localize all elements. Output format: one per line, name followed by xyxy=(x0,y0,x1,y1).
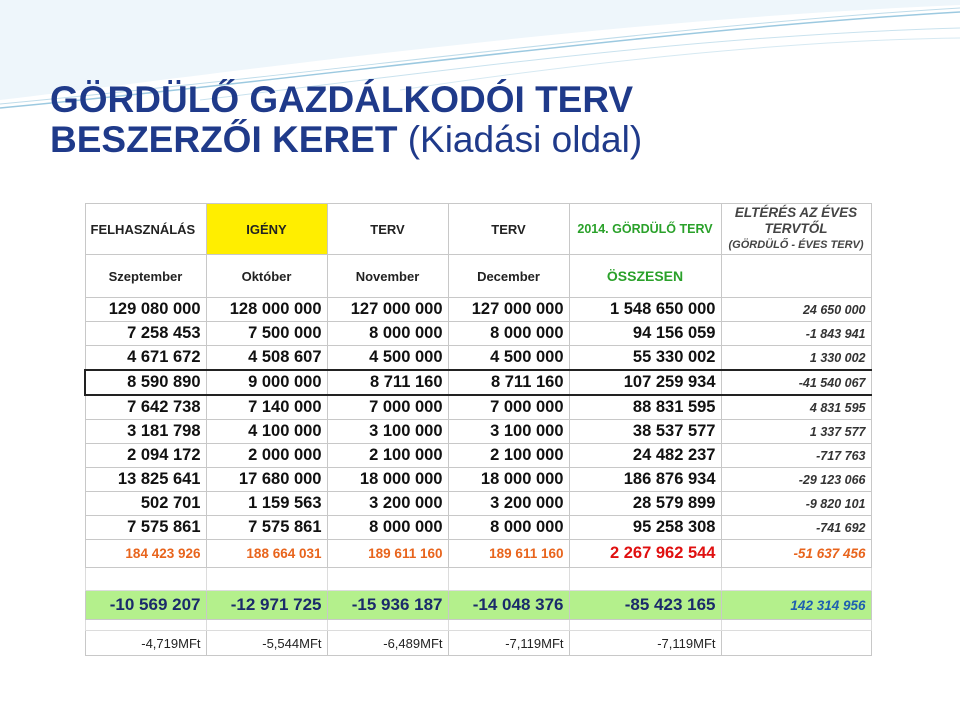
table-cell: 7 000 000 xyxy=(448,395,569,420)
sum-cell: 188 664 031 xyxy=(206,540,327,568)
month-header-1: Október xyxy=(206,255,327,298)
table-cell: 127 000 000 xyxy=(448,298,569,322)
table-cell: 88 831 595 xyxy=(569,395,721,420)
difference-row xyxy=(85,591,871,620)
column-header-4: 2014. GÖRDÜLŐ TERV xyxy=(569,204,721,255)
table-cell: 8 000 000 xyxy=(448,322,569,346)
header-row-2 xyxy=(85,255,871,298)
table-cell: 2 000 000 xyxy=(206,444,327,468)
table-row xyxy=(85,298,871,322)
spacer-cell xyxy=(721,620,871,631)
table-cell: 7 575 861 xyxy=(206,516,327,540)
table-cell: 3 100 000 xyxy=(327,420,448,444)
table-cell: 4 508 607 xyxy=(206,346,327,371)
table-cell: 95 258 308 xyxy=(569,516,721,540)
table-cell: 7 000 000 xyxy=(327,395,448,420)
table-cell: 129 080 000 xyxy=(85,298,206,322)
table-row xyxy=(85,370,871,395)
difference-cell: -10 569 207 xyxy=(85,591,206,620)
table-cell: -29 123 066 xyxy=(721,468,871,492)
column-header-2: TERV xyxy=(327,204,448,255)
table-cell: 4 100 000 xyxy=(206,420,327,444)
table-cell: 8 000 000 xyxy=(448,516,569,540)
table-cell: -1 843 941 xyxy=(721,322,871,346)
table-cell: 24 482 237 xyxy=(569,444,721,468)
table-row xyxy=(85,492,871,516)
mft-cell: -7,119MFt xyxy=(448,631,569,656)
table-cell: 8 000 000 xyxy=(327,322,448,346)
table-cell: 4 500 000 xyxy=(327,346,448,371)
table-cell: 1 159 563 xyxy=(206,492,327,516)
month-header-4: ÖSSZESEN xyxy=(569,255,721,298)
table-cell: 4 671 672 xyxy=(85,346,206,371)
sum-cell: 189 611 160 xyxy=(448,540,569,568)
table-row xyxy=(85,516,871,540)
title-line-1: GÖRDÜLŐ GAZDÁLKODÓI TERV xyxy=(50,79,634,120)
table-cell: 7 140 000 xyxy=(206,395,327,420)
table-cell: -717 763 xyxy=(721,444,871,468)
spacer-cell xyxy=(327,620,448,631)
table-cell: 94 156 059 xyxy=(569,322,721,346)
sum-cell: 2 267 962 544 xyxy=(569,540,721,568)
table-cell: 502 701 xyxy=(85,492,206,516)
spacer-cell xyxy=(85,620,206,631)
mft-cell: -7,119MFt xyxy=(569,631,721,656)
table-cell: -41 540 067 xyxy=(721,370,871,395)
table-row xyxy=(85,395,871,420)
table-cell: -9 820 101 xyxy=(721,492,871,516)
table-cell: 38 537 577 xyxy=(569,420,721,444)
header-row-1 xyxy=(85,204,871,255)
table-cell: 1 330 002 xyxy=(721,346,871,371)
budget-table-container xyxy=(84,203,870,656)
table-cell: 107 259 934 xyxy=(569,370,721,395)
title-line-2 xyxy=(50,120,642,160)
mft-cell xyxy=(721,631,871,656)
table-cell: -741 692 xyxy=(721,516,871,540)
table-cell: 2 100 000 xyxy=(448,444,569,468)
spacer-cell xyxy=(327,568,448,591)
table-cell: 18 000 000 xyxy=(327,468,448,492)
table-cell: 9 000 000 xyxy=(206,370,327,395)
difference-cell: -14 048 376 xyxy=(448,591,569,620)
table-cell: 24 650 000 xyxy=(721,298,871,322)
title-line-2-main: BESZERZŐI KERET xyxy=(50,119,408,160)
table-cell: 7 575 861 xyxy=(85,516,206,540)
spacer-cell xyxy=(85,568,206,591)
mft-cell: -5,544MFt xyxy=(206,631,327,656)
table-cell: 128 000 000 xyxy=(206,298,327,322)
mft-cell: -4,719MFt xyxy=(85,631,206,656)
table-cell: 13 825 641 xyxy=(85,468,206,492)
month-header-5 xyxy=(721,255,871,298)
table-cell: 2 100 000 xyxy=(327,444,448,468)
table-cell: 1 548 650 000 xyxy=(569,298,721,322)
table-cell: 18 000 000 xyxy=(448,468,569,492)
table-cell: 17 680 000 xyxy=(206,468,327,492)
table-cell: 7 500 000 xyxy=(206,322,327,346)
difference-cell: 142 314 956 xyxy=(721,591,871,620)
sum-row xyxy=(85,540,871,568)
spacer-row xyxy=(85,568,871,591)
difference-cell: -15 936 187 xyxy=(327,591,448,620)
difference-cell: -12 971 725 xyxy=(206,591,327,620)
month-header-2: November xyxy=(327,255,448,298)
mft-row xyxy=(85,631,871,656)
table-cell: 127 000 000 xyxy=(327,298,448,322)
table-cell: 2 094 172 xyxy=(85,444,206,468)
sum-cell: 189 611 160 xyxy=(327,540,448,568)
column-header-5 xyxy=(721,204,871,255)
table-cell: 8 590 890 xyxy=(85,370,206,395)
table-row xyxy=(85,420,871,444)
table-cell: 186 876 934 xyxy=(569,468,721,492)
table-row xyxy=(85,346,871,371)
table-row xyxy=(85,444,871,468)
sum-cell: -51 637 456 xyxy=(721,540,871,568)
table-cell: 3 100 000 xyxy=(448,420,569,444)
difference-cell: -85 423 165 xyxy=(569,591,721,620)
table-cell: 3 181 798 xyxy=(85,420,206,444)
table-cell: 3 200 000 xyxy=(448,492,569,516)
table-cell: 28 579 899 xyxy=(569,492,721,516)
spacer-cell xyxy=(569,568,721,591)
table-cell: 1 337 577 xyxy=(721,420,871,444)
table-cell: 8 711 160 xyxy=(327,370,448,395)
title-line-2-light: (Kiadási oldal) xyxy=(407,119,643,160)
deviation-header-note: (GÖRDÜLŐ - ÉVES TERV) xyxy=(728,239,864,251)
spacer-cell xyxy=(721,568,871,591)
deviation-header-label: ELTÉRÉS AZ ÉVES TERVTŐL xyxy=(734,205,858,236)
sum-cell: 184 423 926 xyxy=(85,540,206,568)
month-header-3: December xyxy=(448,255,569,298)
table-cell: 4 831 595 xyxy=(721,395,871,420)
column-header-0: FELHASZNÁLÁS xyxy=(85,204,206,255)
table-cell: 7 258 453 xyxy=(85,322,206,346)
table-cell: 8 711 160 xyxy=(448,370,569,395)
budget-table xyxy=(84,203,872,656)
table-cell: 8 000 000 xyxy=(327,516,448,540)
spacer-cell xyxy=(448,568,569,591)
table-row xyxy=(85,322,871,346)
spacer-row xyxy=(85,620,871,631)
month-header-0: Szeptember xyxy=(85,255,206,298)
table-cell: 7 642 738 xyxy=(85,395,206,420)
table-cell: 55 330 002 xyxy=(569,346,721,371)
column-header-1: IGÉNY xyxy=(206,204,327,255)
table-cell: 4 500 000 xyxy=(448,346,569,371)
page-title xyxy=(50,80,642,160)
spacer-cell xyxy=(448,620,569,631)
table-row xyxy=(85,468,871,492)
mft-cell: -6,489MFt xyxy=(327,631,448,656)
spacer-cell xyxy=(569,620,721,631)
spacer-cell xyxy=(206,568,327,591)
column-header-3: TERV xyxy=(448,204,569,255)
table-cell: 3 200 000 xyxy=(327,492,448,516)
spacer-cell xyxy=(206,620,327,631)
